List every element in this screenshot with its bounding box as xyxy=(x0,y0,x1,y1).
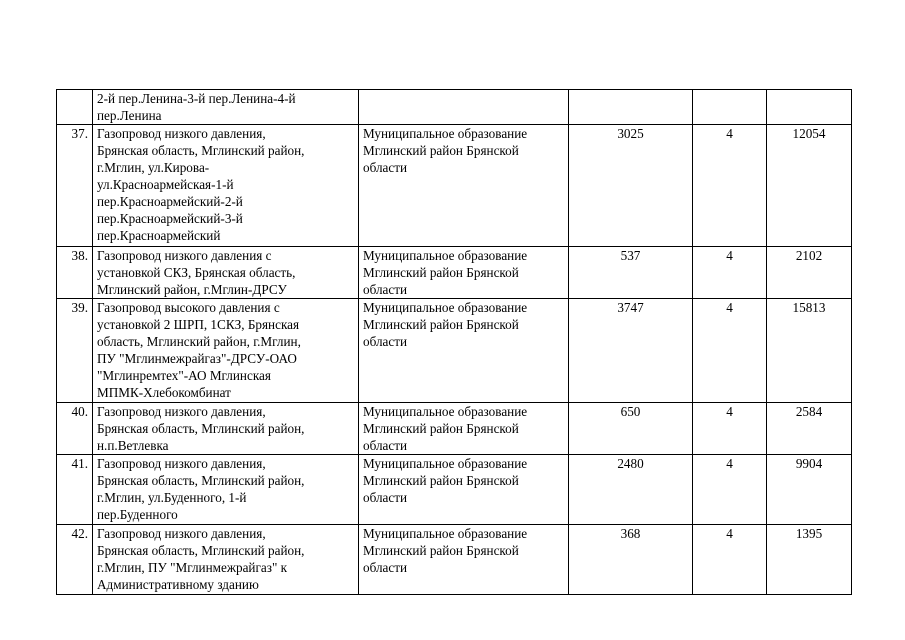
object-name-line: пер.Красноармейский-3-й xyxy=(97,211,243,226)
table-row xyxy=(57,403,852,455)
object-name-line: "Мглинремтех"-АО Мглинская xyxy=(97,368,271,383)
table-row xyxy=(57,90,852,125)
length-value: 650 xyxy=(569,403,693,455)
object-name-line: Брянская область, Мглинский район, xyxy=(97,143,305,158)
amount-value: 9904 xyxy=(767,455,852,525)
owner-name-line: области xyxy=(363,438,408,453)
object-name-line: ул.Красноармейская-1-й xyxy=(97,177,234,192)
object-name xyxy=(93,403,359,455)
object-name-line: Брянская область, Мглинский район, xyxy=(97,543,305,558)
amount-value: 15813 xyxy=(767,299,852,403)
object-name-line: 2-й пер.Ленина-3-й пер.Ленина-4-й xyxy=(97,91,296,106)
length-value: 368 xyxy=(569,525,693,595)
object-name xyxy=(93,525,359,595)
row-number: 39. xyxy=(57,299,93,403)
owner-name xyxy=(359,525,569,595)
length-value: 537 xyxy=(569,247,693,299)
object-name xyxy=(93,90,359,125)
amount-value: 1395 xyxy=(767,525,852,595)
object-name-line: область, Мглинский район, г.Мглин, xyxy=(97,334,301,349)
object-name-line: МПМК-Хлебокомбинат xyxy=(97,385,231,400)
owner-name-line: Мглинский район Брянской xyxy=(363,543,519,558)
owner-name-line: Мглинский район Брянской xyxy=(363,143,519,158)
owner-name xyxy=(359,247,569,299)
object-name-line: пер.Буденного xyxy=(97,507,178,522)
row-number xyxy=(57,90,93,125)
amount-value xyxy=(767,90,852,125)
row-number: 38. xyxy=(57,247,93,299)
object-name-line: Брянская область, Мглинский район, xyxy=(97,473,305,488)
object-name-line: г.Мглин, ПУ "Мглинмежрайгаз" к xyxy=(97,560,288,575)
length-value: 3747 xyxy=(569,299,693,403)
length-value: 2480 xyxy=(569,455,693,525)
object-name xyxy=(93,247,359,299)
table-row xyxy=(57,247,852,299)
pressure-value xyxy=(693,90,767,125)
owner-name-line: Муниципальное образование xyxy=(363,526,528,541)
property-table xyxy=(56,89,852,595)
owner-name-line: Мглинский район Брянской xyxy=(363,265,519,280)
object-name-line: Газопровод низкого давления с xyxy=(97,248,272,263)
owner-name-line: Муниципальное образование xyxy=(363,456,528,471)
owner-name xyxy=(359,455,569,525)
owner-name-line: Муниципальное образование xyxy=(363,300,528,315)
pressure-value: 4 xyxy=(693,525,767,595)
owner-name-line: области xyxy=(363,490,408,505)
table-row xyxy=(57,299,852,403)
owner-name xyxy=(359,403,569,455)
object-name-line: Газопровод высокого давления с xyxy=(97,300,280,315)
owner-name-line: области xyxy=(363,282,408,297)
row-number: 40. xyxy=(57,403,93,455)
object-name-line: г.Мглин, ул.Кирова- xyxy=(97,160,210,175)
object-name-line: н.п.Ветлевка xyxy=(97,438,169,453)
pressure-value: 4 xyxy=(693,125,767,247)
object-name xyxy=(93,125,359,247)
length-value xyxy=(569,90,693,125)
object-name-line: Мглинский район, г.Мглин-ДРСУ xyxy=(97,282,287,297)
object-name xyxy=(93,455,359,525)
object-name-line: Газопровод низкого давления, xyxy=(97,126,266,141)
owner-name-line: Мглинский район Брянской xyxy=(363,421,519,436)
object-name-line: г.Мглин, ул.Буденного, 1-й xyxy=(97,490,247,505)
row-number: 42. xyxy=(57,525,93,595)
object-name-line: Газопровод низкого давления, xyxy=(97,404,266,419)
owner-name-line: области xyxy=(363,160,408,175)
length-value: 3025 xyxy=(569,125,693,247)
table-row xyxy=(57,125,852,247)
owner-name xyxy=(359,90,569,125)
owner-name-line: Муниципальное образование xyxy=(363,248,528,263)
amount-value: 12054 xyxy=(767,125,852,247)
pressure-value: 4 xyxy=(693,299,767,403)
pressure-value: 4 xyxy=(693,247,767,299)
pressure-value: 4 xyxy=(693,455,767,525)
object-name-line: пер.Красноармейский xyxy=(97,228,221,243)
object-name-line: Газопровод низкого давления, xyxy=(97,526,266,541)
table-row xyxy=(57,455,852,525)
owner-name-line: Мглинский район Брянской xyxy=(363,317,519,332)
row-number: 41. xyxy=(57,455,93,525)
object-name-line: пер.Ленина xyxy=(97,108,162,123)
object-name-line: ПУ "Мглинмежрайгаз"-ДРСУ-ОАО xyxy=(97,351,297,366)
object-name xyxy=(93,299,359,403)
object-name-line: Административному зданию xyxy=(97,577,259,592)
object-name-line: установкой 2 ШРП, 1СКЗ, Брянская xyxy=(97,317,300,332)
owner-name xyxy=(359,299,569,403)
owner-name-line: Муниципальное образование xyxy=(363,404,528,419)
owner-name-line: Муниципальное образование xyxy=(363,126,528,141)
pressure-value: 4 xyxy=(693,403,767,455)
table-row xyxy=(57,525,852,595)
owner-name xyxy=(359,125,569,247)
object-name-line: Брянская область, Мглинский район, xyxy=(97,421,305,436)
owner-name-line: области xyxy=(363,334,408,349)
owner-name-line: Мглинский район Брянской xyxy=(363,473,519,488)
owner-name-line: области xyxy=(363,560,408,575)
object-name-line: пер.Красноармейский-2-й xyxy=(97,194,243,209)
row-number: 37. xyxy=(57,125,93,247)
object-name-line: установкой СКЗ, Брянская область, xyxy=(97,265,296,280)
amount-value: 2584 xyxy=(767,403,852,455)
amount-value: 2102 xyxy=(767,247,852,299)
object-name-line: Газопровод низкого давления, xyxy=(97,456,266,471)
